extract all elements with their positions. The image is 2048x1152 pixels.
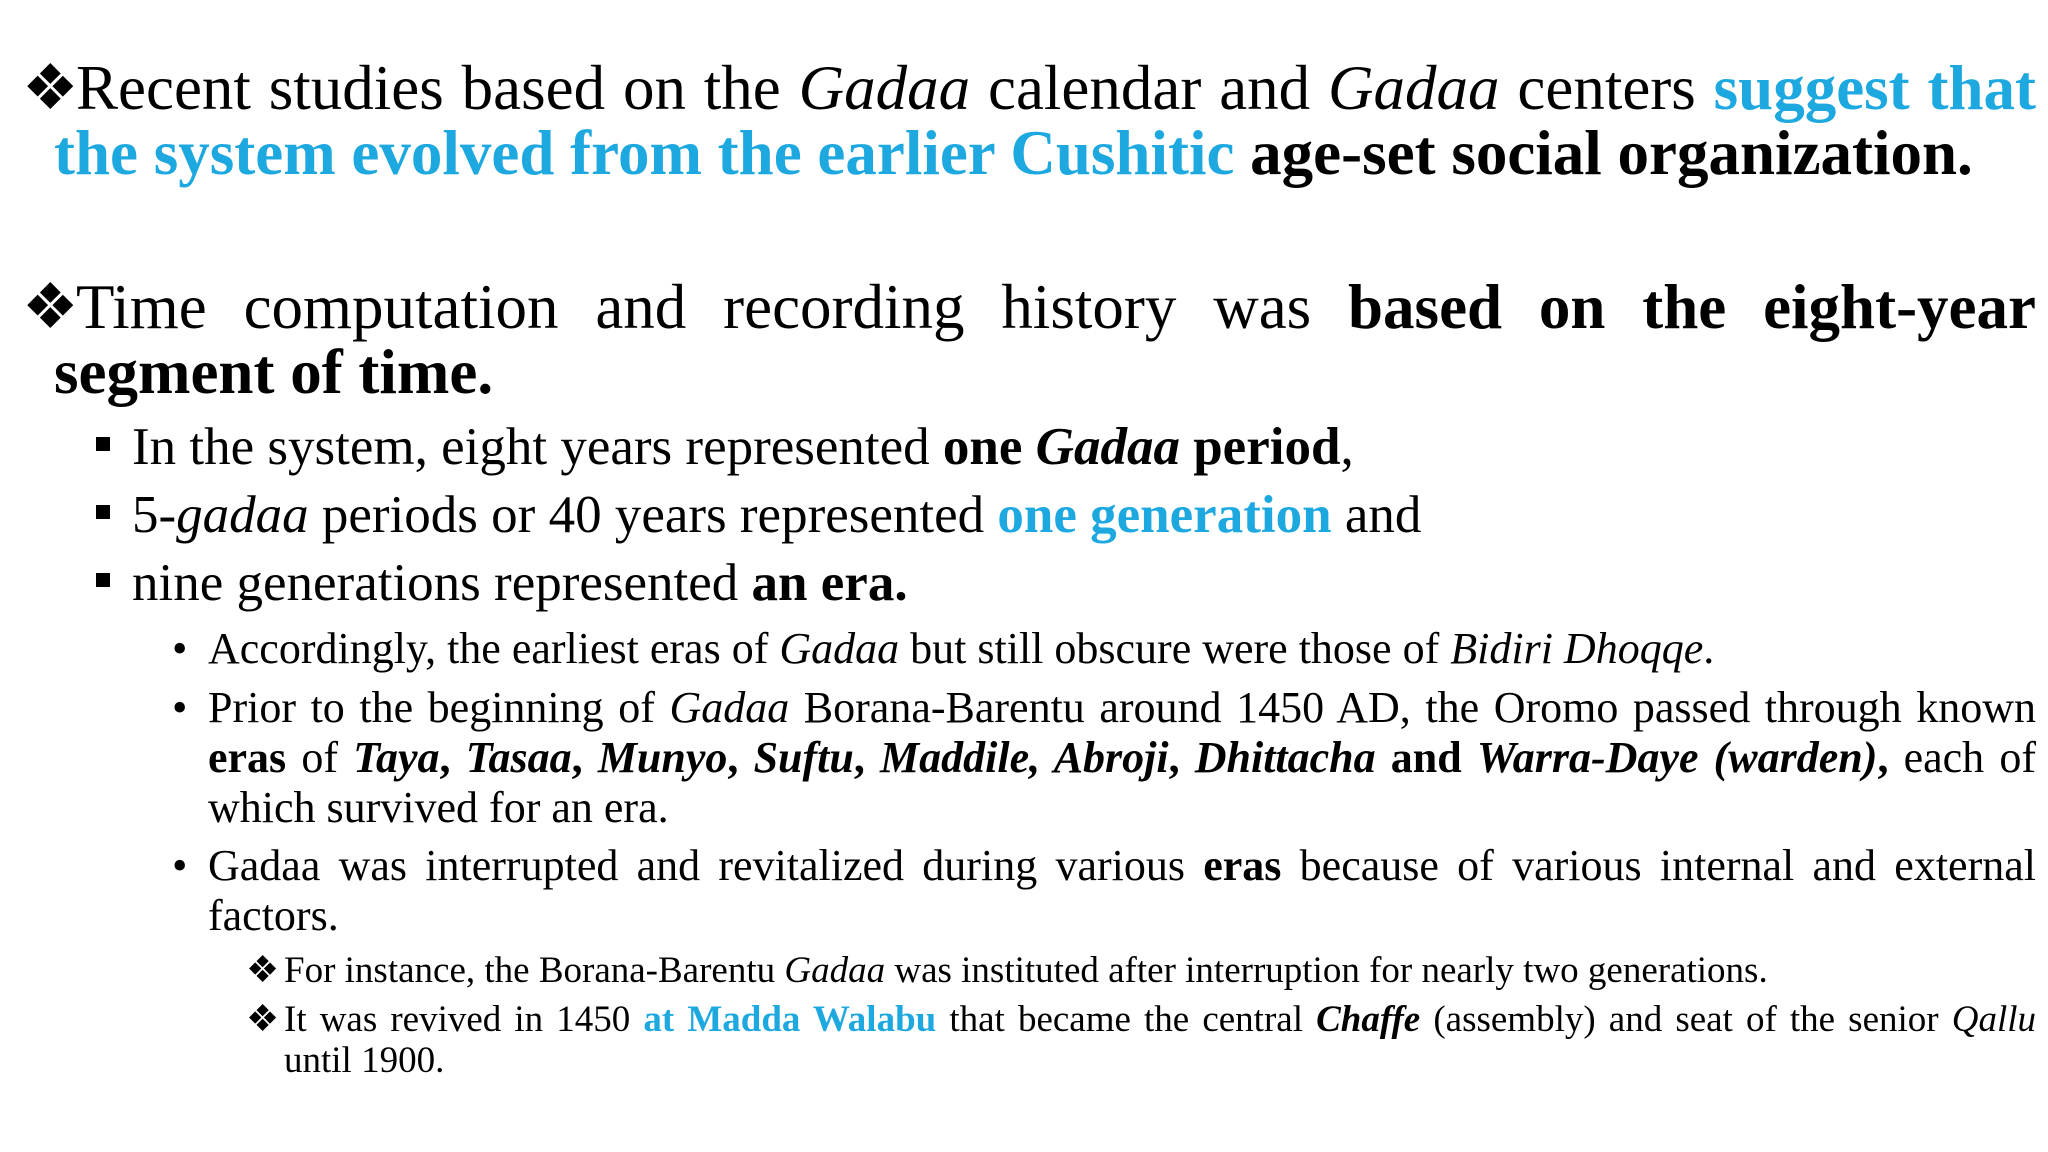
detail-bullet-3-text: Gadaa was interrupted and revitalized during various eras because of various internal and external factors. <box>208 841 2036 940</box>
detail-bullet-3 <box>170 841 2036 941</box>
highlight-text: suggest that the system evolved from the earlier Cushitic <box>54 53 2037 188</box>
diamond-bullet-icon: ❖ <box>246 950 280 991</box>
note-bullet-1 <box>246 950 2036 991</box>
note-bullet-2-text: It was revived in 1450 at Madda Walabu that became the central Chaffe (assembly) and seat of the senior Qallu until 1900. <box>284 999 2036 1081</box>
sub-bullet-1-text: In the system, eight years represented one Gadaa period, <box>132 418 1354 476</box>
main-bullet-2 <box>22 272 2036 407</box>
sub-bullet-3-text: nine generations represented an era. <box>132 554 908 612</box>
sub-bullet-3 <box>96 549 2036 617</box>
diamond-bullet-icon: ❖ <box>22 53 79 123</box>
diamond-bullet-icon: ❖ <box>246 999 280 1040</box>
dot-bullet-icon: • <box>172 624 188 673</box>
highlight-text: at Madda Walabu <box>643 999 937 1040</box>
note-bullet-2 <box>246 999 2036 1081</box>
sub-bullet-2 <box>96 481 2036 549</box>
detail-bullet-1 <box>170 624 2036 674</box>
diamond-bullet-icon: ❖ <box>22 272 79 342</box>
sub-bullet-2-text: 5-gadaa periods or 40 years represented one generation and <box>132 486 1422 544</box>
main-bullet-2-text: Time computation and recording history was based on the eight-year segment of time. <box>54 272 2036 407</box>
note-bullet-1-text: For instance, the Borana-Barentu Gadaa was instituted after interruption for nearly two generations. <box>284 950 1768 991</box>
square-bullet-icon <box>96 437 110 451</box>
sub-bullet-1 <box>96 413 2036 481</box>
square-bullet-icon <box>96 573 110 587</box>
dot-bullet-icon: • <box>172 841 188 890</box>
highlight-text: one generation <box>997 486 1332 544</box>
detail-bullet-1-text: Accordingly, the earliest eras of Gadaa but still obscure were those of Bidiri Dhoqqe. <box>208 624 1715 673</box>
main-bullet-1 <box>22 53 2037 188</box>
square-bullet-icon <box>96 505 110 519</box>
detail-bullet-2 <box>170 683 2036 833</box>
dot-bullet-icon: • <box>172 683 188 732</box>
detail-bullet-2-text: Prior to the beginning of Gadaa Borana-Barentu around 1450 AD, the Oromo passed through known eras of Taya, Tasaa, Munyo, Suftu, Maddile, Abroji, Dhittacha and Warra-Daye (warden), each of which survived for an era. <box>208 683 2036 832</box>
main-bullet-1-text: Recent studies based on the Gadaa calendar and Gadaa centers suggest that the system evolved from the earlier Cushitic age-set social organization. <box>54 53 2037 188</box>
